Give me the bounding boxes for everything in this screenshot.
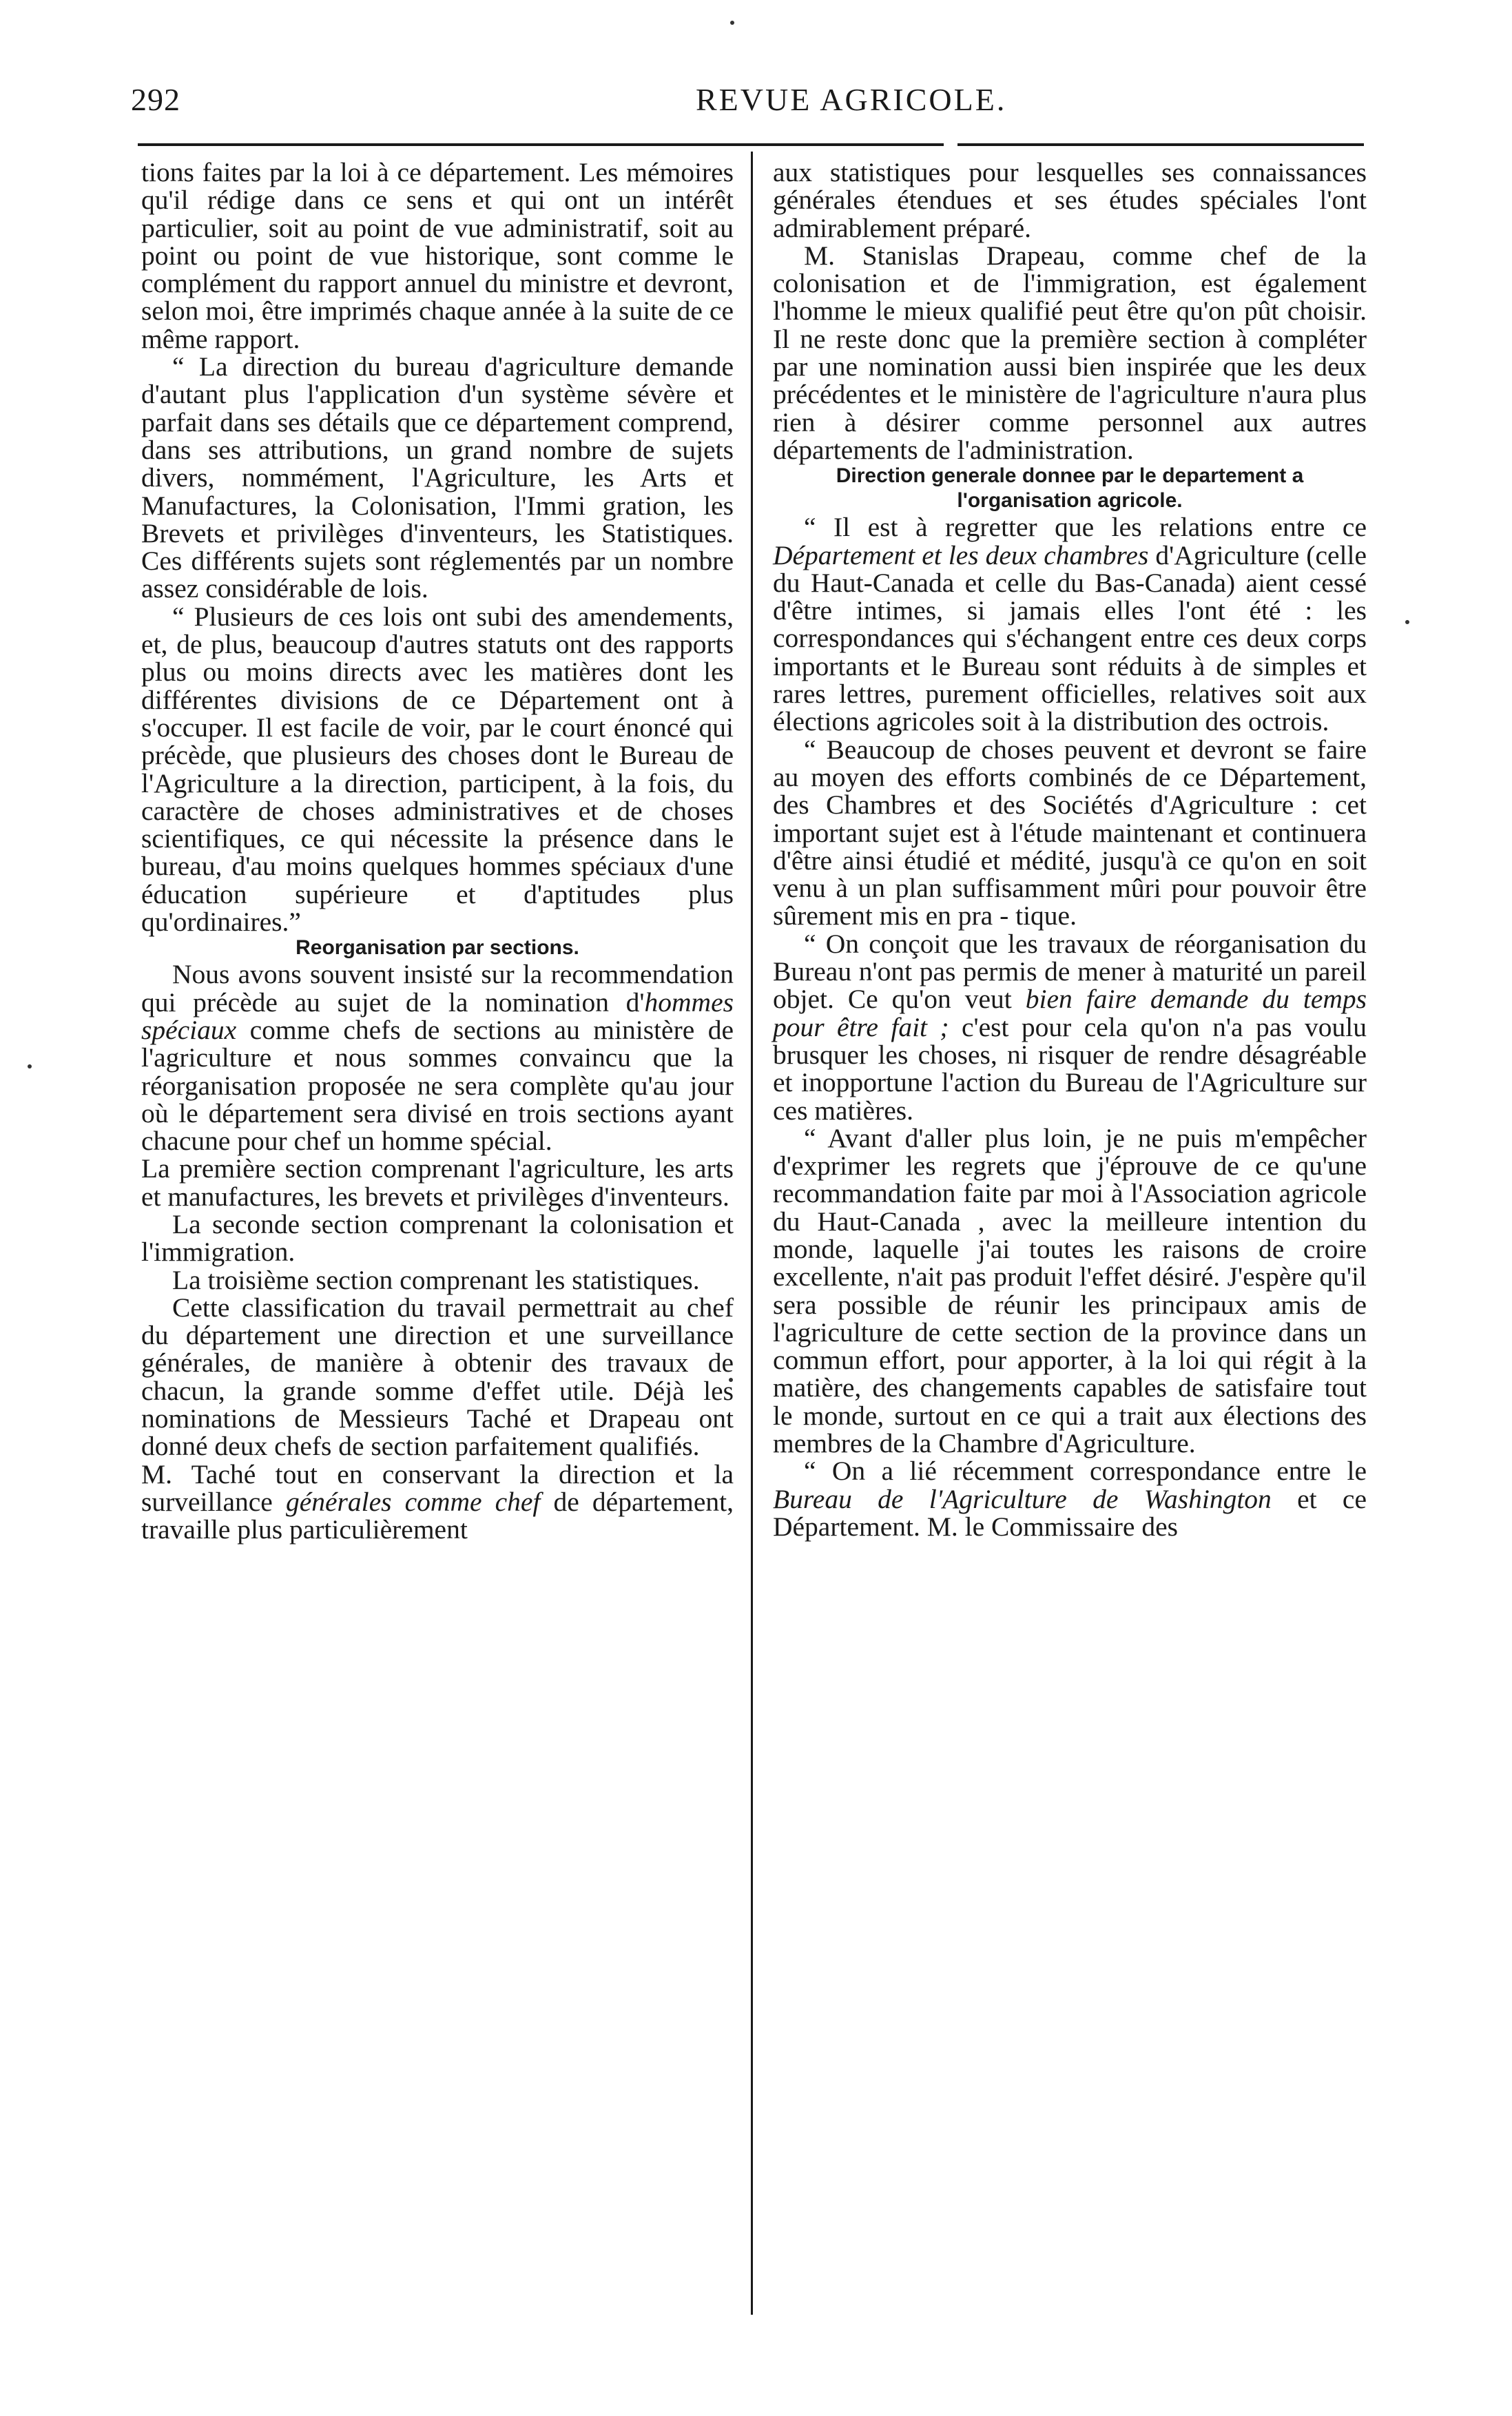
paragraph: “ La direction du bureau d'agriculture demande d'autant plus l'application d'un système sévère et parfait dans ses détails que ce département comprend, dans ses attributions, un grand nombre de sujets divers, nommément, l'Agriculture, les Arts et Manufactures, la Colonisation, l'Immi gration, les Brevets et privilèges d'inventeurs, les Statistiques. Ces différents sujets sont réglementés par un nombre assez considérable de lois.: [141, 351, 734, 604]
text-run: c'est pour cela qu'on n'a pas voulu brusquer les choses, ni risquer de rendre désagréable et inopportune l'action du Bureau de l'Agriculture sur ces matières.: [773, 1011, 1367, 1126]
paragraph: “ Avant d'aller plus loin, je ne puis m'empêcher d'exprimer les regrets que j'éprouve de ce qu'une recommandation faite par moi à l'Association agricole du Haut-Canada , avec la meilleure intention du monde, laquelle j'ai toutes les raisons de croire excellente, n'ait pas produit l'effet désiré. J'espère qu'il sera possible de réunir les principaux amis de l'agriculture de cette section de la province dans un commun effort, pour apporter, à la loi qui régit à la matière, des changements capables de satisfaire tout le monde, surtout en ce qui a trait aux élections des membres de la Chambre d'Agriculture.: [773, 1122, 1367, 1459]
paragraph: La seconde section comprenant la colonisation et l'immigration.: [141, 1208, 734, 1268]
paragraph: “ Plusieurs de ces lois ont subi des amendements, et, de plus, beaucoup d'autres statuts ont des rapports plus ou moins directs avec les matières dont les différentes divisions de ce Département ont à s'occuper. Il est facile de voir, par le court énoncé qui précède, que plusieurs des choses dont le Bureau de l'Agriculture a la direction, participent, à la fois, du caractère de choses administratives et de choses scientifiques, ce qui nécessite la présence dans le bureau, d'au moins quelques hommes spéciaux d'une éducation supérieure et d'aptitudes plus qu'ordinaires.”: [141, 601, 734, 938]
paragraph: “ Beaucoup de choses peuvent et devront se faire au moyen des efforts combinés de ce Département, des Chambres et des Sociétés d'Agriculture : cet important sujet est à l'étude maintenant et continuera d'être ainsi étudié et médité, jusqu'à ce qu'on en soit venu à un plan suffisamment mûri pour pouvoir être sûrement mis en pra - tique.: [773, 734, 1367, 931]
paragraph: M. Stanislas Drapeau, comme chef de la colonisation et de l'immigration, est également l'homme le mieux qualifié peut être qu'on pût choisir. Il ne reste donc que la première section à compléter par une nomination aussi bien inspirée que les deux précédentes et le ministère de l'agriculture n'aura plus rien à désirer comme personnel aux autres départements de l'administration.: [773, 240, 1367, 465]
text-run: “ On a lié récemment correspondance entre le: [804, 1456, 1367, 1487]
page-header: [131, 81, 1385, 130]
paragraph: [141, 960, 734, 1155]
column-divider: [751, 152, 753, 2315]
paragraph: La première section comprenant l'agriculture, les arts et manufactures, les brevets et privilèges d'inventeurs.: [141, 1153, 734, 1212]
paragraph: [141, 1460, 734, 1544]
text-run: et ce Département. M. le Commissaire des: [773, 1483, 1367, 1542]
italic-run: bien faire demande du temps pour être fait ;: [773, 984, 1367, 1042]
text-run: comme chefs de sections au ministère de l'agriculture et nous sommes convaincu que la réorganisation proposée ne sera complète qu'au jour où le département sera divisé en trois sections ayant chacune pour chef un homme spécial.: [141, 1014, 734, 1157]
italic-run: Bureau de l'Agriculture de Washington: [773, 1483, 1272, 1514]
text-run: de département, travaille plus particulièrement: [141, 1486, 734, 1545]
paragraph: [773, 513, 1367, 735]
italic-run: générales comme chef: [285, 1486, 541, 1517]
left-column: [141, 158, 734, 1544]
header-rule-left: [138, 143, 944, 146]
italic-run: Département et les deux chambres: [773, 539, 1149, 570]
paragraph: [773, 1457, 1367, 1540]
paragraph: La troisième section comprenant les statistiques.: [172, 1264, 700, 1295]
section-heading-line: Direction generale donnee par le departement a: [836, 464, 1304, 488]
italic-run: hommes spéciaux: [141, 987, 734, 1045]
text-run: d'Agriculture (celle du Haut-Canada et celle du Bas-Canada) aient cessé d'être intimes, si jamais elles l'ont été : les correspondances qui s'échangent entre ces deux corps importants et le Bureau sont réduits à de simples et rares lettres, purement officielles, relatives soit aux élections agricoles soit à la distribution des octrois.: [773, 539, 1367, 737]
text-run: Nous avons souvent insisté sur la recommendation qui précède au sujet de la nomination d': [141, 959, 734, 1018]
print-speck: [730, 21, 734, 25]
header-rule-right: [957, 143, 1364, 146]
paragraph: aux statistiques pour lesquelles ses connaissances générales étendues et ses études spéciales l'ont admirablement préparé.: [773, 157, 1367, 243]
running-title: REVUE AGRICOLE.: [696, 82, 1007, 117]
section-heading: [773, 464, 1367, 513]
print-speck: [1405, 620, 1409, 624]
section-heading-line: l'organisation agricole.: [957, 489, 1183, 513]
page-number: 292: [131, 82, 180, 117]
text-run: “ Il est à regretter que les relations entre ce: [804, 512, 1367, 543]
text-run: M. Taché tout en conservant la direction et la surveillance: [141, 1458, 734, 1517]
paragraph: [773, 930, 1367, 1124]
right-column: [773, 158, 1367, 1540]
paragraph: tions faites par la loi à ce département. Les mémoires qu'il rédige dans ce sens et qui ont un intérêt particulier, soit au point de vue administratif, soit au point ou point de vue historique, sont comme le complément du rapport annuel du ministre et devront, selon moi, être imprimés chaque année à la suite de ce même rapport.: [141, 157, 734, 354]
section-heading: Reorganisation par sections.: [296, 936, 579, 960]
print-speck: [28, 1064, 32, 1068]
text-run: “ On conçoit que les travaux de réorganisation du Bureau n'ont pas permis de mener à maturité un pareil objet. Ce qu'on veut: [773, 928, 1367, 1015]
paragraph: Cette classification du travail permettrait au chef du département une direction et une surveillance générales, de manière à obtenir des travaux de chacun, la grande somme d'effet utile. Déjà les nominations de Messieurs Taché et Drapeau ont donné deux chefs de section parfaitement qualifiés.: [141, 1292, 734, 1462]
